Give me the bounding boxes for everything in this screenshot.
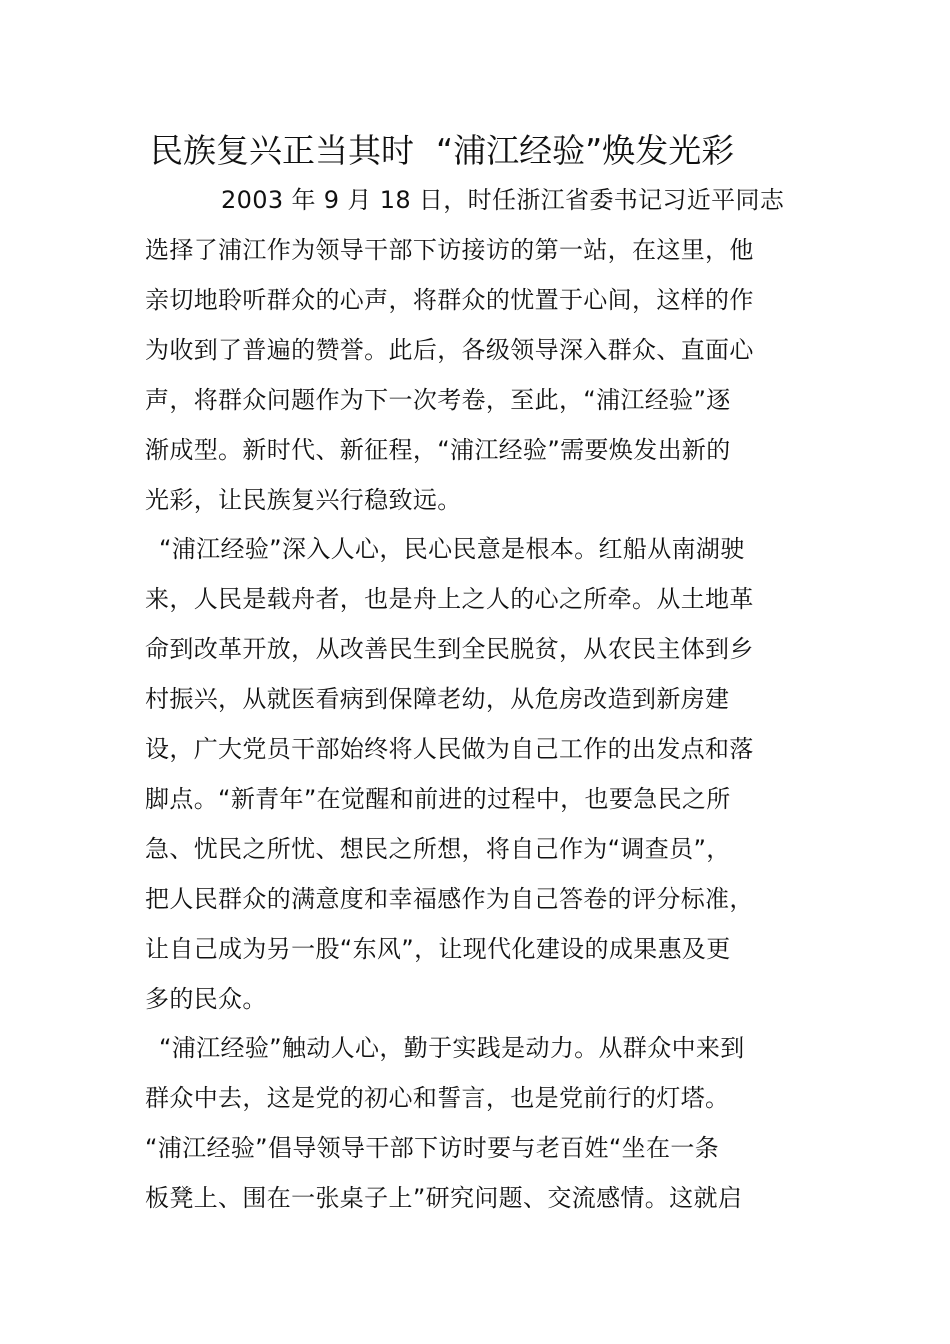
paragraph-line: 2003 年 9 月 18 日，时任浙江省委书记习近平同志 (221, 186, 785, 214)
paragraph-line: 板凳上、围在一张桌子上”研究问题、交流感情。这就启 (145, 1184, 743, 1212)
title-part-1: 民族复兴正当其时 (150, 131, 414, 170)
paragraph-line: “浦江经验”触动人心，勤于实践是动力。从群众中来到 (159, 1034, 745, 1062)
paragraph-line: 来，人民是载舟者，也是舟上之人的心之所牵。从土地革 (145, 585, 754, 613)
paragraph-line: 命到改革开放，从改善民生到全民脱贫，从农民主体到乡 (145, 635, 754, 663)
paragraph-line: 声，将群众问题作为下一次考卷，至此，“浦江经验”逐 (145, 386, 731, 414)
title-part-2: “浦江经验”焕发光彩 (436, 131, 735, 170)
paragraph-line: 渐成型。新时代、新征程，“浦江经验”需要焕发出新的 (145, 436, 731, 464)
paragraph-line: 急、忧民之所忧、想民之所想，将自己作为“调查员”， (145, 835, 731, 863)
paragraph-line: “浦江经验”深入人心，民心民意是根本。红船从南湖驶 (159, 535, 745, 563)
paragraph-line: 村振兴，从就医看病到保障老幼，从危房改造到新房建 (145, 685, 730, 713)
paragraph-line: 为收到了普遍的赞誉。此后，各级领导深入群众、直面心 (145, 336, 754, 364)
paragraph-line: 群众中去，这是党的初心和誓言，也是党前行的灯塔。 (145, 1084, 730, 1112)
paragraph-line: 光彩，让民族复兴行稳致远。 (145, 486, 462, 514)
paragraph-line: 脚点。“新青年”在觉醒和前进的过程中，也要急民之所 (145, 785, 731, 813)
paragraph-line: 多的民众。 (145, 985, 267, 1013)
paragraph-line: 让自己成为另一股“东风”，让现代化建设的成果惠及更 (145, 935, 731, 963)
paragraph-line: 把人民群众的满意度和幸福感作为自己答卷的评分标准， (145, 885, 754, 913)
paragraph-line: 选择了浦江作为领导干部下访接访的第一站，在这里，他 (145, 236, 754, 264)
paragraph-line: 设，广大党员干部始终将人民做为自己工作的出发点和落 (145, 735, 754, 763)
paragraph-line: 亲切地聆听群众的心声，将群众的忧置于心间，这样的作 (145, 286, 754, 314)
document-title (150, 128, 830, 174)
paragraph-1 (145, 175, 807, 525)
paragraph-2 (145, 524, 807, 1024)
paragraph-line: “浦江经验”倡导领导干部下访时要与老百姓“坐在一条 (145, 1134, 720, 1162)
paragraph-3 (145, 1023, 807, 1223)
